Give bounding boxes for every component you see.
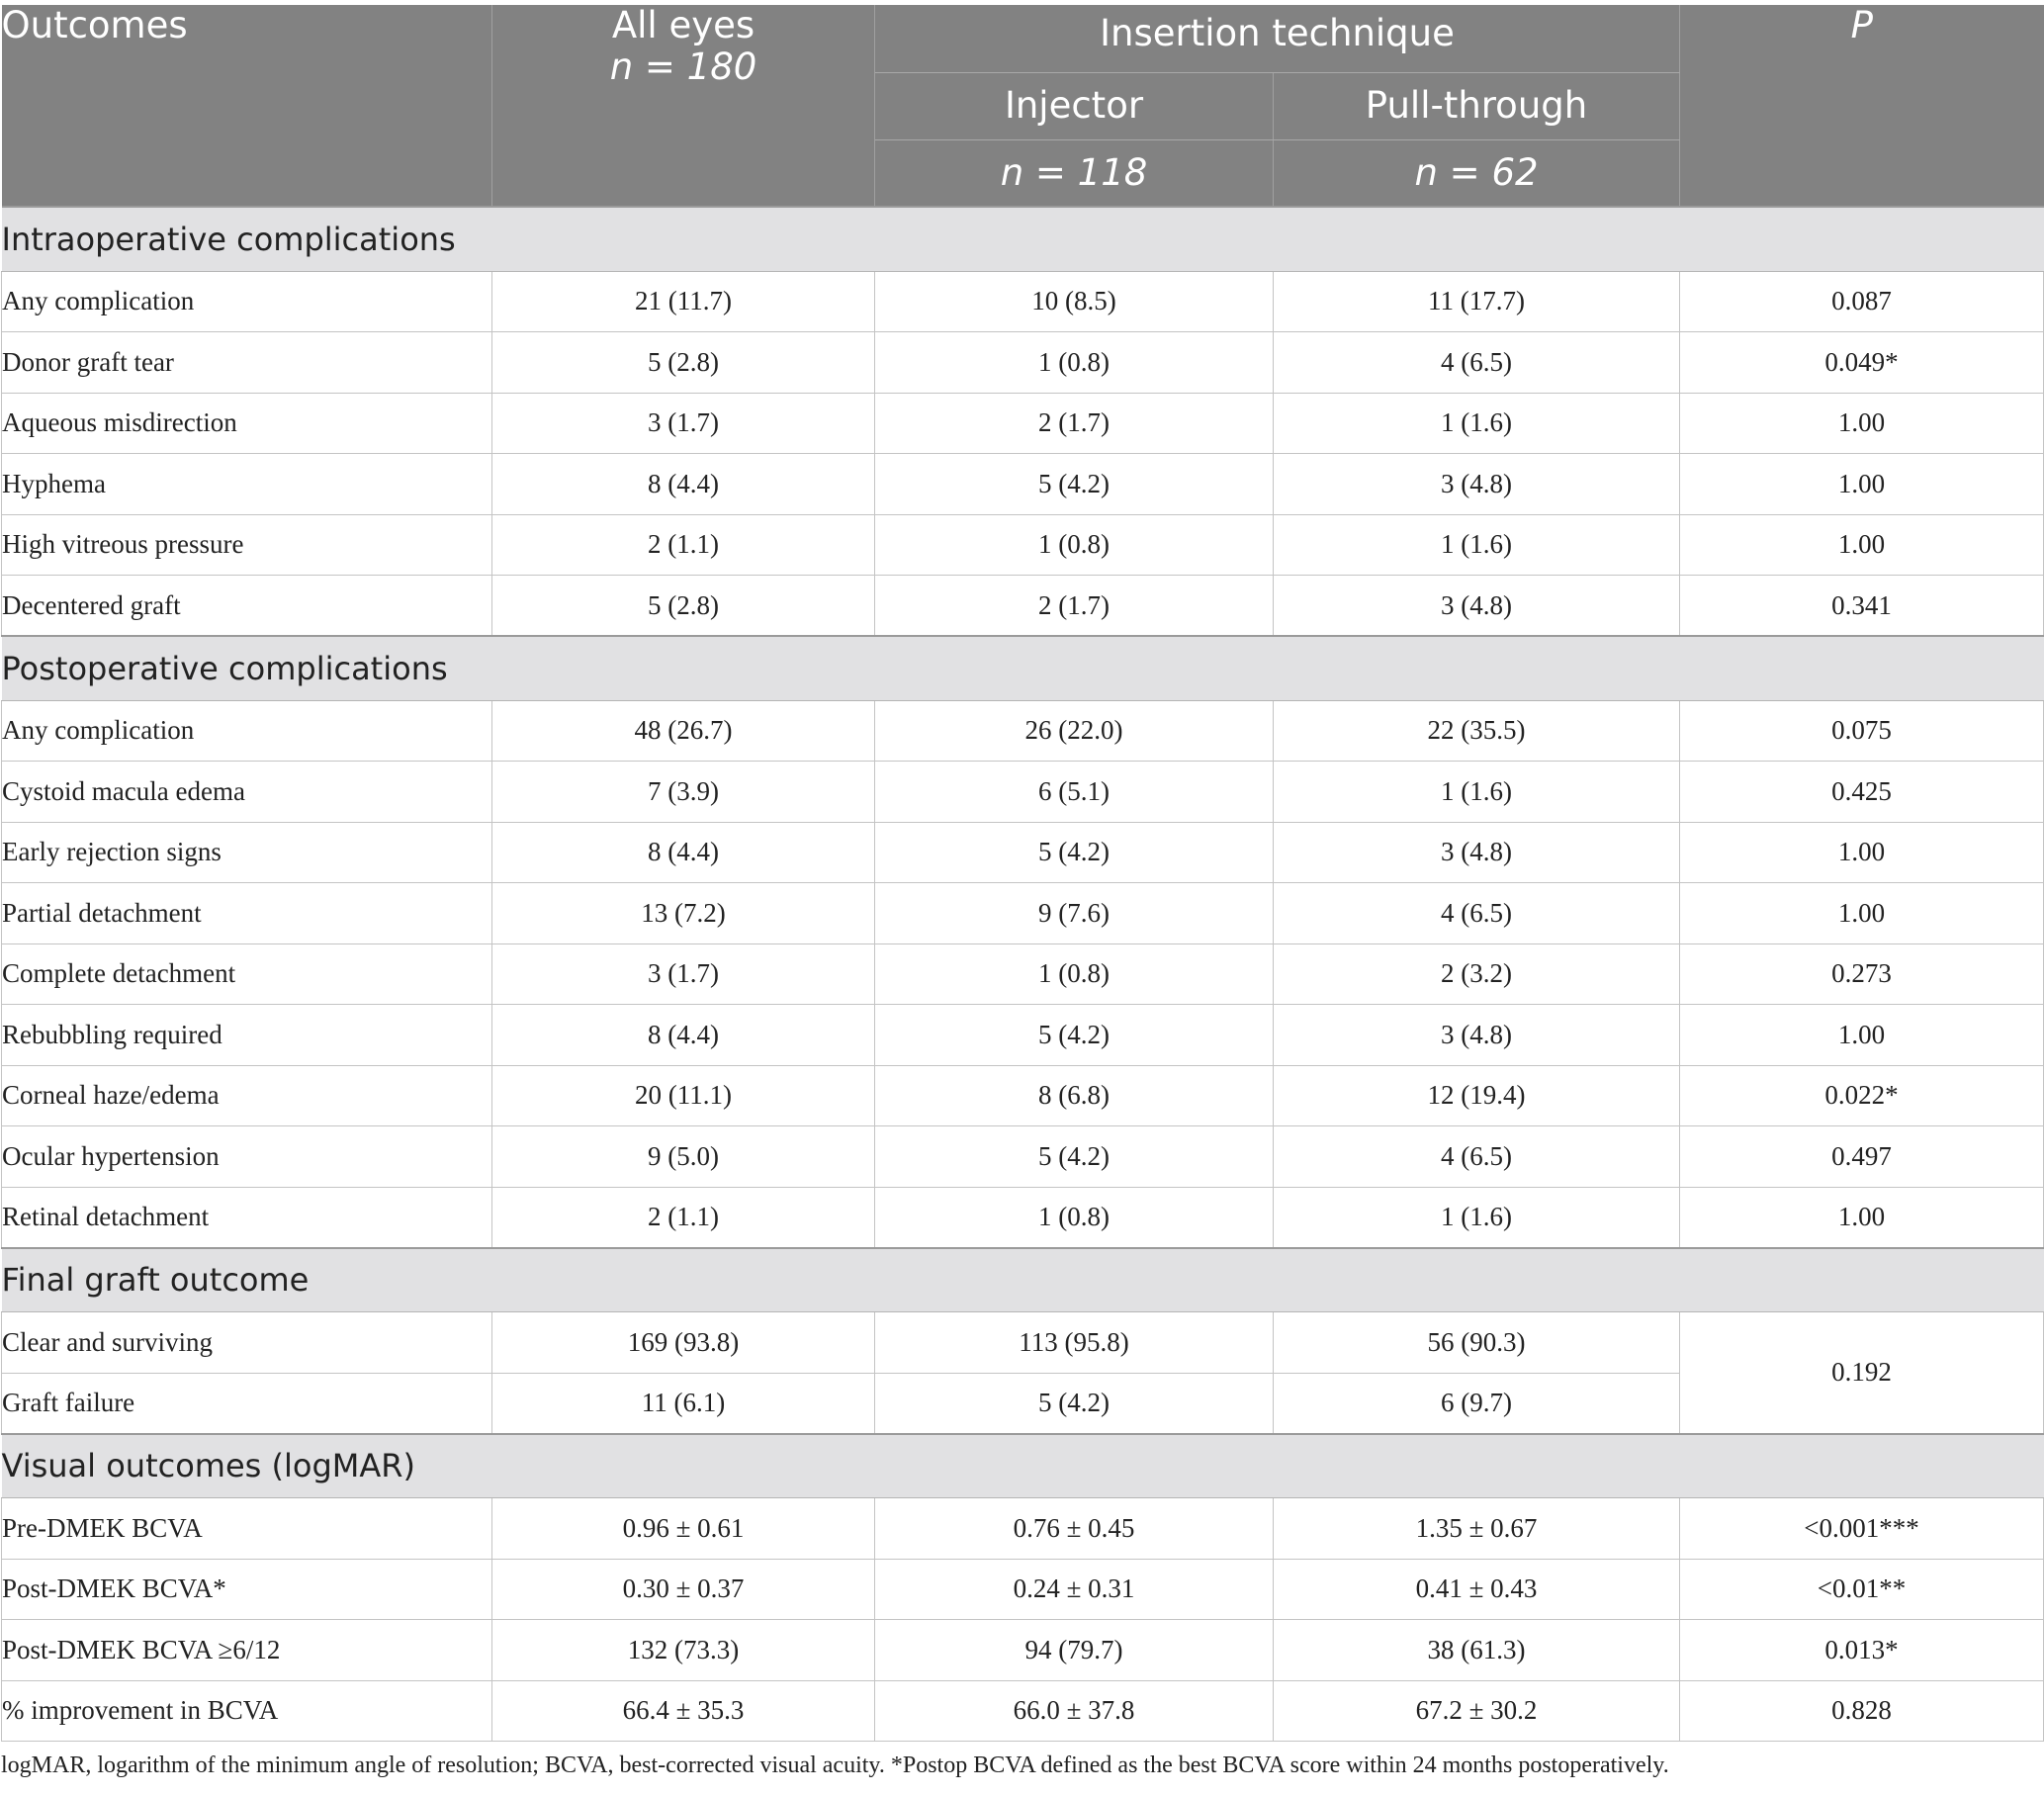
table-row	[2, 514, 2044, 576]
injector-value: 5 (4.2)	[875, 454, 1274, 515]
p-value: 0.087	[1680, 271, 2044, 332]
injector-value: 5 (4.2)	[875, 822, 1274, 883]
all-eyes-value: 48 (26.7)	[492, 700, 875, 762]
all-eyes-value: 2 (1.1)	[492, 1187, 875, 1248]
row-label: Post-DMEK BCVA ≥6/12	[2, 1620, 492, 1681]
injector-value: 6 (5.1)	[875, 762, 1274, 823]
injector-value: 10 (8.5)	[875, 271, 1274, 332]
all-eyes-value: 7 (3.9)	[492, 762, 875, 823]
row-label: % improvement in BCVA	[2, 1680, 492, 1742]
row-label: Rebubbling required	[2, 1005, 492, 1066]
row-label: Early rejection signs	[2, 822, 492, 883]
p-value: 0.425	[1680, 762, 2044, 823]
p-value: 1.00	[1680, 514, 2044, 576]
pull-through-value: 4 (6.5)	[1274, 1126, 1680, 1188]
pull-through-value: 22 (35.5)	[1274, 700, 1680, 762]
row-label: Aqueous misdirection	[2, 393, 492, 454]
table-row	[2, 1312, 2044, 1374]
p-value: 0.341	[1680, 576, 2044, 637]
row-label: Retinal detachment	[2, 1187, 492, 1248]
injector-value: 1 (0.8)	[875, 514, 1274, 576]
table-row	[2, 700, 2044, 762]
table-row	[2, 1065, 2044, 1126]
injector-value: 1 (0.8)	[875, 1187, 1274, 1248]
injector-value: 26 (22.0)	[875, 700, 1274, 762]
row-label: Cystoid macula edema	[2, 762, 492, 823]
p-value: 1.00	[1680, 883, 2044, 944]
p-value: 1.00	[1680, 822, 2044, 883]
row-label: Complete detachment	[2, 943, 492, 1005]
row-label: Decentered graft	[2, 576, 492, 637]
table-row	[2, 943, 2044, 1005]
row-label: Post-DMEK BCVA*	[2, 1559, 492, 1620]
p-value: 1.00	[1680, 1005, 2044, 1066]
p-value: 0.192	[1680, 1312, 2044, 1434]
p-value: <0.001***	[1680, 1498, 2044, 1560]
section-title: Final graft outcome	[2, 1248, 2044, 1312]
row-label: Partial detachment	[2, 883, 492, 944]
pull-through-value: 11 (17.7)	[1274, 271, 1680, 332]
all-eyes-value: 2 (1.1)	[492, 514, 875, 576]
pull-through-value: 1 (1.6)	[1274, 514, 1680, 576]
section-title: Postoperative complications	[2, 636, 2044, 700]
table-row	[2, 393, 2044, 454]
section-title: Visual outcomes (logMAR)	[2, 1434, 2044, 1498]
table-row	[2, 576, 2044, 637]
injector-value: 0.24 ± 0.31	[875, 1559, 1274, 1620]
injector-value: 1 (0.8)	[875, 332, 1274, 394]
pull-through-value: 1 (1.6)	[1274, 1187, 1680, 1248]
p-value: 1.00	[1680, 1187, 2044, 1248]
all-eyes-value: 5 (2.8)	[492, 332, 875, 394]
row-label: Hyphema	[2, 454, 492, 515]
all-eyes-value: 8 (4.4)	[492, 822, 875, 883]
table-row	[2, 1005, 2044, 1066]
table-row	[2, 454, 2044, 515]
row-label: Corneal haze/edema	[2, 1065, 492, 1126]
pull-through-value: 1.35 ± 0.67	[1274, 1498, 1680, 1560]
row-label: Graft failure	[2, 1373, 492, 1434]
table-footnote: logMAR, logarithm of the minimum angle of resolution; BCVA, best-corrected visual acuity. *Postop BCVA defined as the best BCVA score within 24 months postoperatively.	[1, 1752, 1669, 1778]
table-row	[2, 822, 2044, 883]
table-header	[2, 5, 2044, 207]
table-row	[2, 1187, 2044, 1248]
table-row	[2, 762, 2044, 823]
section-header-intraoperative	[2, 207, 2044, 271]
p-value: 0.828	[1680, 1680, 2044, 1742]
injector-value: 5 (4.2)	[875, 1373, 1274, 1434]
table-row	[2, 1559, 2044, 1620]
row-label: Clear and surviving	[2, 1312, 492, 1374]
injector-value: 1 (0.8)	[875, 943, 1274, 1005]
row-label: Any complication	[2, 700, 492, 762]
pull-through-value: 3 (4.8)	[1274, 576, 1680, 637]
pull-through-value: 12 (19.4)	[1274, 1065, 1680, 1126]
pull-through-value: 3 (4.8)	[1274, 454, 1680, 515]
table-row	[2, 1680, 2044, 1742]
p-value: 0.497	[1680, 1126, 2044, 1188]
injector-value: 2 (1.7)	[875, 393, 1274, 454]
pull-through-value: 4 (6.5)	[1274, 883, 1680, 944]
all-eyes-value: 9 (5.0)	[492, 1126, 875, 1188]
all-eyes-value: 20 (11.1)	[492, 1065, 875, 1126]
section-title: Intraoperative complications	[2, 207, 2044, 271]
pull-through-value: 1 (1.6)	[1274, 762, 1680, 823]
header-all-eyes	[492, 5, 875, 207]
all-eyes-value: 13 (7.2)	[492, 883, 875, 944]
injector-value: 5 (4.2)	[875, 1126, 1274, 1188]
pull-through-value: 0.41 ± 0.43	[1274, 1559, 1680, 1620]
pull-through-value: 67.2 ± 30.2	[1274, 1680, 1680, 1742]
all-eyes-value: 132 (73.3)	[492, 1620, 875, 1681]
p-value: 0.273	[1680, 943, 2044, 1005]
all-eyes-value: 21 (11.7)	[492, 271, 875, 332]
p-value: <0.01**	[1680, 1559, 2044, 1620]
all-eyes-value: 11 (6.1)	[492, 1373, 875, 1434]
table-row	[2, 1620, 2044, 1681]
row-label: Any complication	[2, 271, 492, 332]
injector-value: 113 (95.8)	[875, 1312, 1274, 1374]
header-pull-through-n: n = 62	[1274, 139, 1680, 207]
p-value: 0.049*	[1680, 332, 2044, 394]
pull-through-value: 38 (61.3)	[1274, 1620, 1680, 1681]
pull-through-value: 3 (4.8)	[1274, 822, 1680, 883]
row-label: Donor graft tear	[2, 332, 492, 394]
injector-value: 5 (4.2)	[875, 1005, 1274, 1066]
pull-through-value: 56 (90.3)	[1274, 1312, 1680, 1374]
all-eyes-value: 0.30 ± 0.37	[492, 1559, 875, 1620]
all-eyes-value: 3 (1.7)	[492, 393, 875, 454]
p-value: 0.022*	[1680, 1065, 2044, 1126]
injector-value: 66.0 ± 37.8	[875, 1680, 1274, 1742]
pull-through-value: 6 (9.7)	[1274, 1373, 1680, 1434]
row-label: Pre-DMEK BCVA	[2, 1498, 492, 1560]
row-label: High vitreous pressure	[2, 514, 492, 576]
injector-value: 9 (7.6)	[875, 883, 1274, 944]
table-row	[2, 883, 2044, 944]
pull-through-value: 3 (4.8)	[1274, 1005, 1680, 1066]
all-eyes-value: 5 (2.8)	[492, 576, 875, 637]
table-row	[2, 271, 2044, 332]
all-eyes-value: 169 (93.8)	[492, 1312, 875, 1374]
section-header-postoperative	[2, 636, 2044, 700]
header-all-eyes-n: n = 180	[609, 45, 757, 88]
all-eyes-value: 8 (4.4)	[492, 1005, 875, 1066]
injector-value: 8 (6.8)	[875, 1065, 1274, 1126]
all-eyes-value: 0.96 ± 0.61	[492, 1498, 875, 1560]
table-row	[2, 1498, 2044, 1560]
p-value: 0.013*	[1680, 1620, 2044, 1681]
pull-through-value: 1 (1.6)	[1274, 393, 1680, 454]
injector-value: 94 (79.7)	[875, 1620, 1274, 1681]
pull-through-value: 2 (3.2)	[1274, 943, 1680, 1005]
header-insertion-technique: Insertion technique	[875, 5, 1680, 72]
header-injector-n: n = 118	[875, 139, 1274, 207]
all-eyes-value: 8 (4.4)	[492, 454, 875, 515]
injector-value: 0.76 ± 0.45	[875, 1498, 1274, 1560]
row-label: Ocular hypertension	[2, 1126, 492, 1188]
table-body	[2, 207, 2044, 1742]
p-value: 0.075	[1680, 700, 2044, 762]
header-all-eyes-label: All eyes	[611, 4, 755, 46]
header-outcomes: Outcomes	[2, 5, 492, 207]
header-p-value: P	[1680, 5, 2044, 207]
injector-value: 2 (1.7)	[875, 576, 1274, 637]
pull-through-value: 4 (6.5)	[1274, 332, 1680, 394]
outcomes-table	[1, 5, 2044, 1742]
table-row	[2, 332, 2044, 394]
header-injector: Injector	[875, 72, 1274, 139]
table-row	[2, 1126, 2044, 1188]
section-header-final-graft	[2, 1248, 2044, 1312]
section-header-visual	[2, 1434, 2044, 1498]
p-value: 1.00	[1680, 454, 2044, 515]
p-value: 1.00	[1680, 393, 2044, 454]
header-pull-through: Pull-through	[1274, 72, 1680, 139]
all-eyes-value: 3 (1.7)	[492, 943, 875, 1005]
all-eyes-value: 66.4 ± 35.3	[492, 1680, 875, 1742]
